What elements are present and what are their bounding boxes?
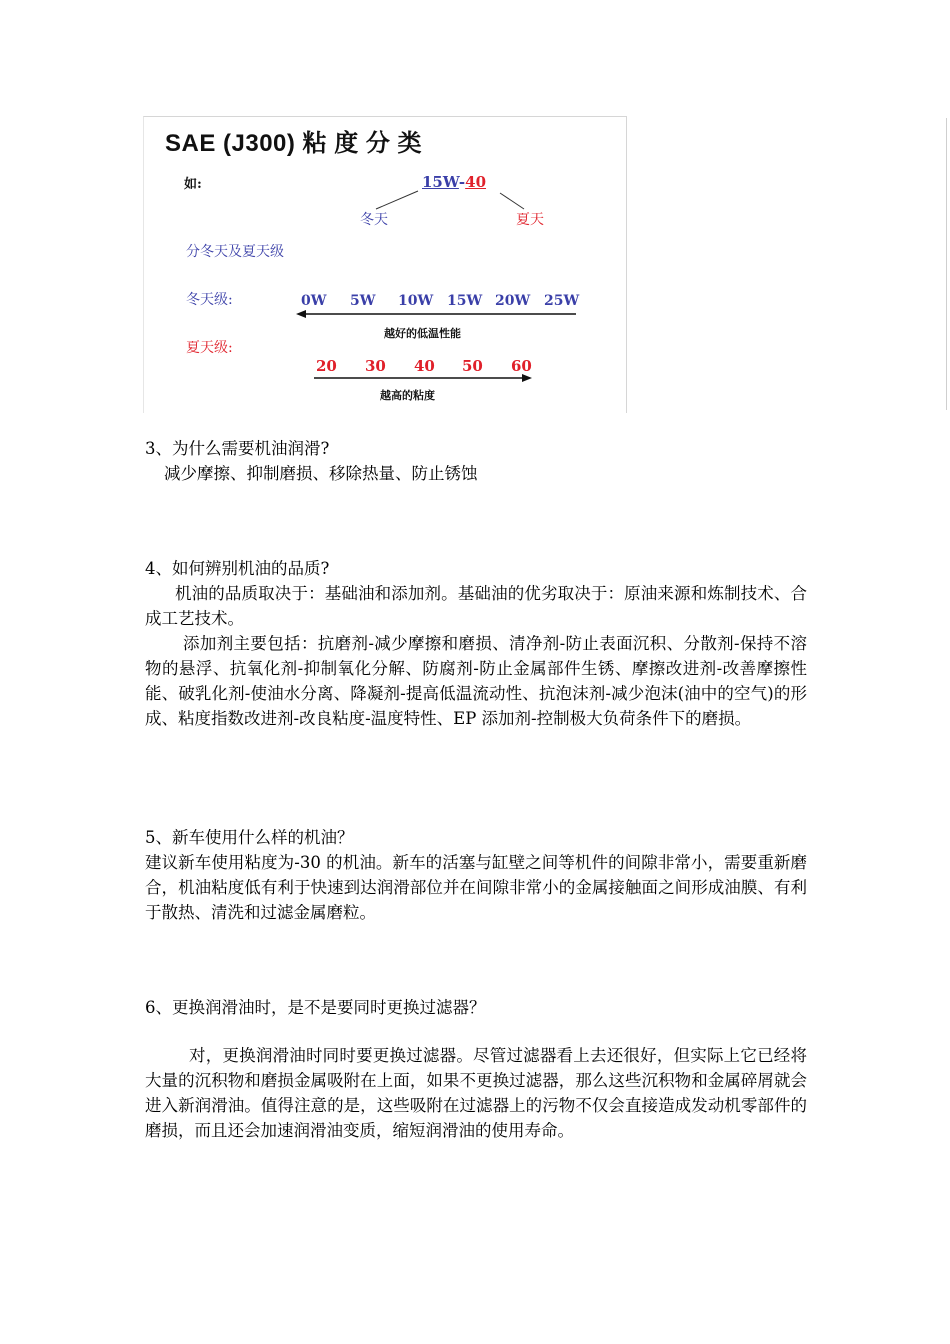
summer-grade-3: 50 <box>462 357 483 375</box>
example-dash: - <box>458 173 466 191</box>
q5-title: 5、新车使用什么样的机油？ <box>145 828 354 847</box>
example-winter-grade: 15W <box>422 173 459 191</box>
q3-answer: 减少摩擦、抑制磨损、移除热量、防止锈蚀 <box>164 464 478 483</box>
q4-paragraph-2: 添加剂主要包括：抗磨剂-减少摩擦和磨损、清净剂-防止表面沉积、分散剂-保持不溶物的悬浮、抗氧化剂-抑制氧化分解、防腐剂-防止金属部件生锈、摩擦改进剂-改善摩擦性能、破乳化剂-使油水分离、降凝剂-提高低温流动性、抗泡沫剂-减少泡沫(油中的空气)的形成、粘度指数改进剂-改良粘度-温度特性、EP 添加剂-控制极大负荷条件下的磨损。 <box>145 634 807 728</box>
summer-word: 夏天 <box>516 212 544 228</box>
summer-axis-caption: 越高的粘度 <box>380 389 435 402</box>
summer-grade-4: 60 <box>511 357 532 375</box>
winter-grade-1: 5W <box>350 293 376 309</box>
winter-grade-0: 0W <box>301 293 327 309</box>
winter-pointer-line <box>376 191 418 209</box>
winter-axis-caption: 越好的低温性能 <box>384 327 461 340</box>
winter-grade-5: 25W <box>544 293 580 309</box>
example-grade <box>422 173 486 191</box>
winter-grade-4: 20W <box>495 293 531 309</box>
winter-grade-2: 10W <box>398 293 434 309</box>
winter-word: 冬天 <box>360 212 388 228</box>
winter-grade-3: 15W <box>447 293 483 309</box>
q5-paragraph: 建议新车使用粘度为-30 的机油。新车的活塞与缸壁之间等机件的间隙非常小，需要重新磨合，机油粘度低有利于快速到达润滑部位并在间隙非常小的金属接触面之间形成油膜、有利于散热、清洗和过滤金属磨粒。 <box>145 853 807 922</box>
summer-grade-0: 20 <box>316 357 337 375</box>
summer-pointer-line <box>500 193 524 209</box>
grade-note: 分冬天及夏天级 <box>186 244 284 260</box>
page-edge-line <box>946 118 947 410</box>
summer-grade-2: 40 <box>414 357 435 375</box>
q3-title: 3、为什么需要机油润滑? <box>145 439 330 458</box>
summer-grade-1: 30 <box>365 357 386 375</box>
sae-viscosity-figure <box>143 116 627 413</box>
q4-title: 4、如何辨别机油的品质? <box>145 559 330 578</box>
winter-row-label: 冬天级: <box>186 292 233 308</box>
q4-paragraph-1: 机油的品质取决于：基础油和添加剂。基础油的优劣取决于：原油来源和炼制技术、合成工艺技术。 <box>145 584 807 628</box>
winter-axis-arrowhead <box>296 310 306 318</box>
example-label: 如: <box>184 177 202 192</box>
summer-axis-arrowhead <box>522 374 532 382</box>
example-summer-grade: 40 <box>465 173 487 191</box>
q6-title: 6、更换润滑油时，是不是要同时更换过滤器？ <box>145 998 486 1017</box>
q6-paragraph: 对，更换润滑油时同时要更换过滤器。尽管过滤器看上去还很好，但实际上它已经将大量的沉积物和磨损金属吸附在上面，如果不更换过滤器，那么这些沉积物和金属碎屑就会进入新润滑油。值得注意的是，这些吸附在过滤器上的污物不仅会直接造成发动机零部件的磨损，而且还会加速润滑油变质，缩短润滑油的使用寿命。 <box>145 1046 807 1140</box>
summer-row-label: 夏天级: <box>186 340 233 356</box>
figure-title: SAE (J300) 粘 度 分 类 <box>165 130 423 157</box>
